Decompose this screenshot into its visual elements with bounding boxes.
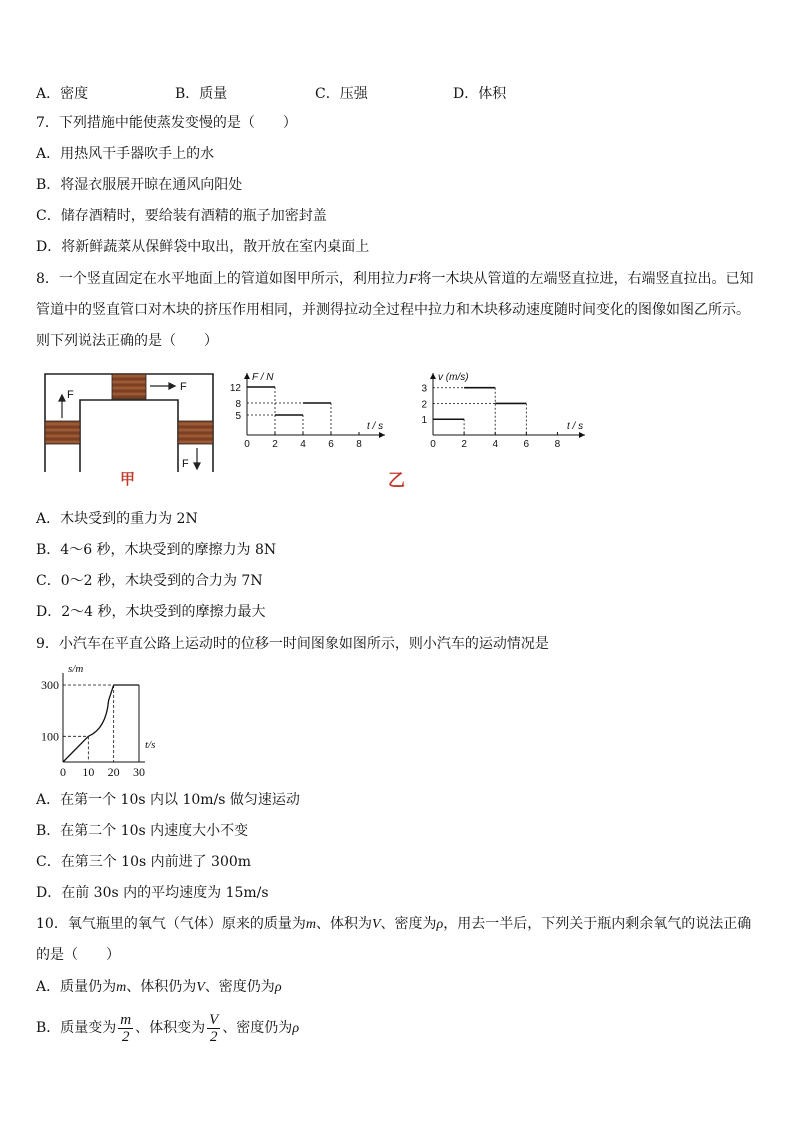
y-tick-label: 5 bbox=[235, 411, 241, 422]
q9-option-d[interactable]: D．在前 30s 内的平均速度为 15m/s bbox=[36, 885, 269, 901]
x-tick-label: 0 bbox=[430, 439, 436, 450]
x-axis-arrow bbox=[379, 432, 385, 438]
x-tick-label: 6 bbox=[523, 439, 530, 450]
force-label-left: F bbox=[67, 389, 74, 401]
f-t-graph bbox=[230, 368, 410, 468]
figure-jia bbox=[40, 368, 230, 486]
wood-block-right bbox=[178, 421, 213, 444]
x-tick-label: 8 bbox=[554, 439, 561, 450]
force-arrow-right bbox=[150, 383, 175, 389]
y-tick-label: 12 bbox=[229, 383, 241, 394]
q9-stem: 9．小汽车在平直公路上运动时的位移一时间图象如图所示，则小汽车的运动情况是 bbox=[36, 636, 549, 652]
force-arrow-up bbox=[59, 395, 65, 418]
x-tick-label: 0 bbox=[244, 439, 250, 450]
q7-stem: 7．下列措施中能使蒸发变慢的是（ ） bbox=[36, 115, 297, 131]
q9-option-c[interactable]: C．在第三个 10s 内前进了 300m bbox=[36, 854, 252, 870]
force-arrow-down bbox=[194, 448, 200, 469]
x-tick-label: 4 bbox=[492, 439, 499, 450]
y-axis-arrow bbox=[244, 373, 250, 379]
y-tick-label: 1 bbox=[421, 415, 427, 427]
q9-option-b[interactable]: B．在第二个 10s 内速度大小不变 bbox=[36, 823, 249, 839]
x-axis-label: t / s bbox=[367, 421, 384, 432]
y-tick-label: 300 bbox=[41, 678, 59, 692]
q10-stem-line1: 10．氧气瓶里的氧气（气体）原来的质量为m、体积为V、密度为ρ，用去一半后，下列关于瓶内剩余氧气的说法正确 bbox=[36, 916, 752, 932]
x-axis-arrow bbox=[579, 432, 585, 438]
x-tick-label: 4 bbox=[300, 439, 306, 450]
force-label-right: F bbox=[182, 458, 189, 470]
q8-stem-line3: 则下列说法正确的是（ ） bbox=[36, 333, 218, 349]
v-t-graph bbox=[418, 368, 598, 468]
q7-option-c[interactable]: C．储存酒精时，要给装有酒精的瓶子加密封盖 bbox=[36, 208, 327, 224]
y-axis-label: F / N bbox=[252, 372, 274, 383]
figure-caption-jia: 甲 bbox=[120, 470, 136, 488]
q7-option-a[interactable]: A．用热风干手器吹手上的水 bbox=[36, 146, 215, 162]
q10-stem-line2: 的是（ ） bbox=[36, 947, 120, 963]
wood-block-top bbox=[112, 374, 146, 399]
fraction-m-over-2: $\frac{m}{2}$ bbox=[120, 1011, 132, 1045]
q7-option-d[interactable]: D．将新鲜蔬菜从保鲜袋中取出，散开放在室内桌面上 bbox=[36, 239, 370, 255]
y-axis-arrow bbox=[430, 373, 436, 379]
q10-option-a[interactable]: A．质量仍为m、体积仍为V、密度仍为ρ bbox=[36, 979, 282, 995]
x-tick-label: 30 bbox=[133, 765, 145, 779]
x-tick-label: 20 bbox=[107, 765, 120, 779]
q8-option-a[interactable]: A．木块受到的重力为 2N bbox=[36, 511, 198, 527]
s-t-graph bbox=[36, 660, 166, 780]
q10-option-b[interactable]: B．质量变为 $\frac{m}{2}$ 、体积变为 $\frac{V}{2}$ 、密度仍为ρ bbox=[36, 1011, 300, 1045]
x-tick-label: 2 bbox=[461, 439, 467, 450]
y-tick-label: 8 bbox=[235, 399, 241, 410]
y-axis-label: s/m bbox=[68, 663, 84, 675]
q8-stem-line2: 管道中的竖直管口对木块的挤压作用相同，并测得拉动全过程中拉力和木块移动速度随时间变化的图像如图乙所示。 bbox=[36, 302, 750, 318]
figure-caption-yi: 乙 bbox=[388, 471, 405, 491]
x-tick-label: 6 bbox=[328, 439, 334, 450]
q6-option-d[interactable]: D．体积 bbox=[453, 86, 507, 102]
y-axis-label: v (m/s) bbox=[438, 372, 469, 383]
y-tick-label: 100 bbox=[41, 729, 59, 744]
q6-option-a[interactable]: A．密度 bbox=[36, 86, 89, 102]
y-tick-label: 2 bbox=[421, 399, 427, 411]
fraction-v-over-2: $\frac{V}{2}$ bbox=[209, 1011, 219, 1045]
force-label-top: F bbox=[180, 381, 187, 393]
q6-option-b[interactable]: B．质量 bbox=[175, 86, 228, 102]
x-tick-label: 0 bbox=[60, 765, 66, 779]
q8-option-c[interactable]: C．0～2 秒，木块受到的合力为 7N bbox=[36, 573, 263, 589]
segment-uniform bbox=[63, 736, 88, 762]
q8-option-d[interactable]: D．2～4 秒，木块受到的摩擦力最大 bbox=[36, 604, 266, 620]
q9-option-a[interactable]: A．在第一个 10s 内以 10m/s 做匀速运动 bbox=[36, 792, 300, 808]
x-tick-label: 2 bbox=[272, 439, 278, 450]
wood-block-left bbox=[45, 421, 80, 444]
x-tick-label: 8 bbox=[356, 439, 362, 450]
q7-option-b[interactable]: B．将湿衣服展开晾在通风向阳处 bbox=[36, 177, 243, 193]
q8-stem-line1: 8．一个竖直固定在水平地面上的管道如图甲所示，利用拉力F将一木块从管道的左端竖直拉进，右端竖直拉出。已知 bbox=[36, 271, 754, 287]
y-tick-label: 3 bbox=[421, 383, 427, 395]
x-axis-label: t / s bbox=[567, 421, 584, 432]
q6-option-c[interactable]: C．压强 bbox=[315, 86, 368, 102]
q8-option-b[interactable]: B．4～6 秒，木块受到的摩擦力为 8N bbox=[36, 542, 277, 558]
segment-accelerating bbox=[88, 685, 113, 736]
x-tick-label: 10 bbox=[82, 765, 95, 779]
x-axis-label: t/s bbox=[145, 739, 156, 751]
